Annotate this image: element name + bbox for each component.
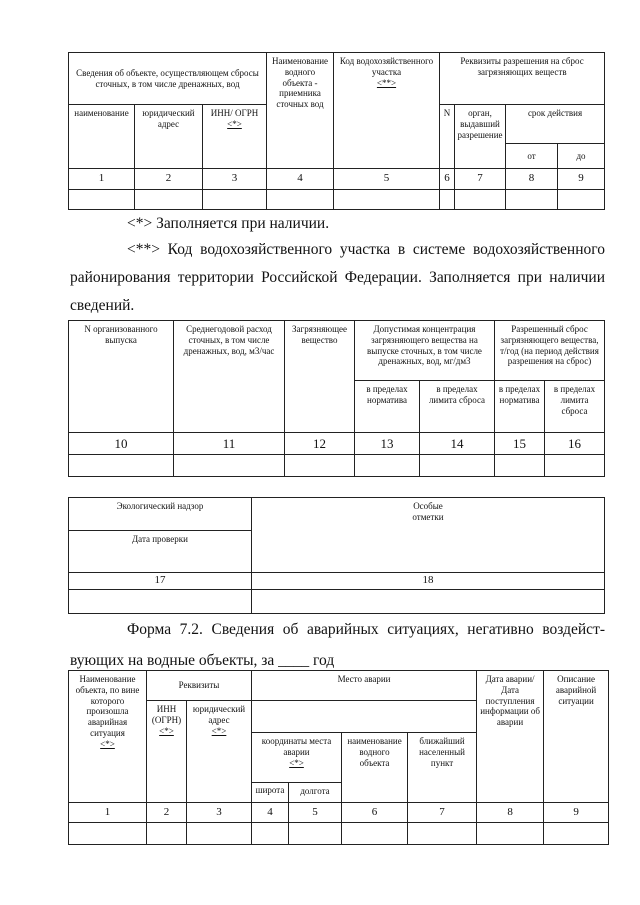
table-row-numbers bbox=[69, 433, 605, 455]
column-number: 1 bbox=[69, 169, 135, 190]
table-cell bbox=[440, 190, 455, 210]
table-pollutant-discharge bbox=[68, 320, 605, 477]
header-object-name-label: Наименование объекта, по вине которого произошла аварийная ситуация bbox=[75, 674, 140, 738]
table-emergency-situations bbox=[68, 670, 609, 845]
header-inn-ogrn-label: ИНН/ ОГРН bbox=[210, 108, 259, 118]
table-ecological-supervision bbox=[68, 497, 605, 614]
header-water-body: Наименование водного объекта - приемника сточных вод bbox=[267, 53, 334, 169]
header-place-spacer bbox=[252, 701, 477, 733]
form-title: Форма 7.2. Сведения об аварийных ситуациях, негативно воздейст-вующих на водные объекты, за ____ год bbox=[70, 621, 605, 669]
header-basin-code-label: Код водохозяйственного участка bbox=[339, 56, 434, 77]
header-accident-place: Место аварии bbox=[252, 671, 477, 701]
header-within-norm: в пределах норматива bbox=[355, 381, 420, 433]
table-cell bbox=[334, 190, 440, 210]
header-legal-address: юридический адрес bbox=[135, 105, 203, 169]
table-row-numbers bbox=[69, 803, 609, 823]
column-number: 16 bbox=[545, 433, 605, 455]
header-settlement: ближайший населенный пункт bbox=[408, 733, 477, 803]
header-outlet-number: N организованного выпуска bbox=[69, 321, 174, 433]
column-number: 2 bbox=[135, 169, 203, 190]
column-number: 8 bbox=[477, 803, 544, 823]
column-number: 11 bbox=[174, 433, 285, 455]
table-cell bbox=[69, 590, 252, 614]
header-legal-address-label: юридический адрес bbox=[192, 704, 246, 725]
footnote-optional: <*> Заполняется при наличии. bbox=[127, 215, 330, 232]
header-requisites: Реквизиты bbox=[147, 671, 252, 701]
table-cell bbox=[174, 455, 285, 477]
table-cell bbox=[545, 455, 605, 477]
header-accident-date: Дата аварии/Дата поступления информации об аварии bbox=[477, 671, 544, 803]
header-object-name bbox=[69, 671, 147, 803]
header-issuing-authority: орган, выдавший разрешение bbox=[455, 105, 506, 169]
column-number: 7 bbox=[408, 803, 477, 823]
table-cell bbox=[495, 455, 545, 477]
column-number: 1 bbox=[69, 803, 147, 823]
table-cell bbox=[69, 823, 147, 845]
column-number: 18 bbox=[252, 573, 605, 590]
table-cell bbox=[69, 455, 174, 477]
header-eco-supervision: Экологический надзор bbox=[69, 498, 252, 531]
table-cell bbox=[477, 823, 544, 845]
column-number: 4 bbox=[252, 803, 289, 823]
header-valid-from: от bbox=[506, 144, 558, 169]
header-permit-number: N bbox=[440, 105, 455, 169]
column-number: 9 bbox=[544, 803, 609, 823]
table-water-discharge-permits bbox=[68, 52, 605, 210]
table-row bbox=[69, 455, 605, 477]
table-cell bbox=[267, 190, 334, 210]
header-permit-requisites: Реквизиты разрешения на сброс загрязняющих веществ bbox=[440, 53, 605, 105]
header-description: Описание аварийной ситуации bbox=[544, 671, 609, 803]
column-number: 3 bbox=[203, 169, 267, 190]
header-basin-code-mark: <**> bbox=[376, 77, 397, 88]
header-inn-ogrn bbox=[203, 105, 267, 169]
header-special-marks-label: Особые отметки bbox=[412, 501, 444, 522]
table-cell bbox=[285, 455, 355, 477]
column-number: 7 bbox=[455, 169, 506, 190]
column-number: 10 bbox=[69, 433, 174, 455]
table-cell bbox=[203, 190, 267, 210]
column-number: 13 bbox=[355, 433, 420, 455]
table-cell bbox=[147, 823, 187, 845]
column-number: 5 bbox=[289, 803, 342, 823]
column-number: 5 bbox=[334, 169, 440, 190]
column-number: 17 bbox=[69, 573, 252, 590]
header-within-norm: в пределах норматива bbox=[495, 381, 545, 433]
header-legal-address bbox=[187, 701, 252, 803]
column-number: 12 bbox=[285, 433, 355, 455]
header-allowed-discharge: Разрешенный сброс загрязняющего вещества, т/год (на период действия разрешения на сброс) bbox=[495, 321, 605, 381]
header-basin-code bbox=[334, 53, 440, 169]
table-cell bbox=[289, 823, 342, 845]
table-cell bbox=[355, 455, 420, 477]
header-coordinates bbox=[252, 733, 342, 783]
table-cell bbox=[135, 190, 203, 210]
header-inn-ogrn-mark: <*> bbox=[227, 118, 242, 129]
header-valid-to: до bbox=[558, 144, 605, 169]
table-row bbox=[69, 823, 609, 845]
column-number: 6 bbox=[440, 169, 455, 190]
header-object-info: Сведения об объекте, осуществляющем сбросы сточных, в том числе дренажных, вод bbox=[69, 53, 267, 105]
header-inn-ogrn bbox=[147, 701, 187, 803]
header-object-name-mark: <*> bbox=[100, 738, 115, 749]
column-number: 4 bbox=[267, 169, 334, 190]
table-cell bbox=[187, 823, 252, 845]
table-cell bbox=[408, 823, 477, 845]
table-cell bbox=[558, 190, 605, 210]
table-row-numbers bbox=[69, 169, 605, 190]
header-legal-address-mark: <*> bbox=[211, 725, 227, 736]
table-row bbox=[69, 590, 605, 614]
header-inn-ogrn-mark: <*> bbox=[159, 725, 174, 736]
table-cell bbox=[252, 590, 605, 614]
table-cell bbox=[342, 823, 408, 845]
header-longitude: долгота bbox=[289, 783, 342, 803]
header-water-body: наименование водного объекта bbox=[342, 733, 408, 803]
header-coordinates-mark: <*> bbox=[289, 757, 304, 768]
header-inspection-date-label: Дата проверки bbox=[132, 534, 188, 544]
table-cell bbox=[69, 190, 135, 210]
header-latitude: широта bbox=[252, 783, 289, 803]
table-cell bbox=[506, 190, 558, 210]
header-validity: срок действия bbox=[506, 105, 605, 144]
table-row bbox=[69, 190, 605, 210]
header-within-limit: в пределах лимита сброса bbox=[545, 381, 605, 433]
column-number: 2 bbox=[147, 803, 187, 823]
column-number: 8 bbox=[506, 169, 558, 190]
table-cell bbox=[252, 823, 289, 845]
header-pollutant: Загрязняющее вещество bbox=[285, 321, 355, 433]
column-number: 6 bbox=[342, 803, 408, 823]
header-inspection-date bbox=[69, 531, 252, 573]
table-cell bbox=[420, 455, 495, 477]
header-average-flow: Среднегодовой расход сточных, в том числе дренажных, вод, м3/час bbox=[174, 321, 285, 433]
header-allowed-concentration: Допустимая концентрация загрязняющего вещества на выпуске сточных, в том числе дренажных, вод, мг/дм3 bbox=[355, 321, 495, 381]
header-coordinates-label: координаты места аварии bbox=[261, 736, 332, 757]
column-number: 3 bbox=[187, 803, 252, 823]
column-number: 15 bbox=[495, 433, 545, 455]
footnote-basin-code: <**> Код водохозяйственного участка в системе водохозяйственного районирования территории Российской Федерации. Заполняется при наличии сведений. bbox=[70, 241, 605, 314]
table-row-numbers bbox=[69, 573, 605, 590]
header-within-limit: в пределах лимита сброса bbox=[420, 381, 495, 433]
header-name: наименование bbox=[69, 105, 135, 169]
column-number: 14 bbox=[420, 433, 495, 455]
header-inn-ogrn-label: ИНН (ОГРН) bbox=[151, 704, 182, 725]
table-cell bbox=[544, 823, 609, 845]
column-number: 9 bbox=[558, 169, 605, 190]
table-cell bbox=[455, 190, 506, 210]
header-special-marks bbox=[252, 498, 605, 573]
